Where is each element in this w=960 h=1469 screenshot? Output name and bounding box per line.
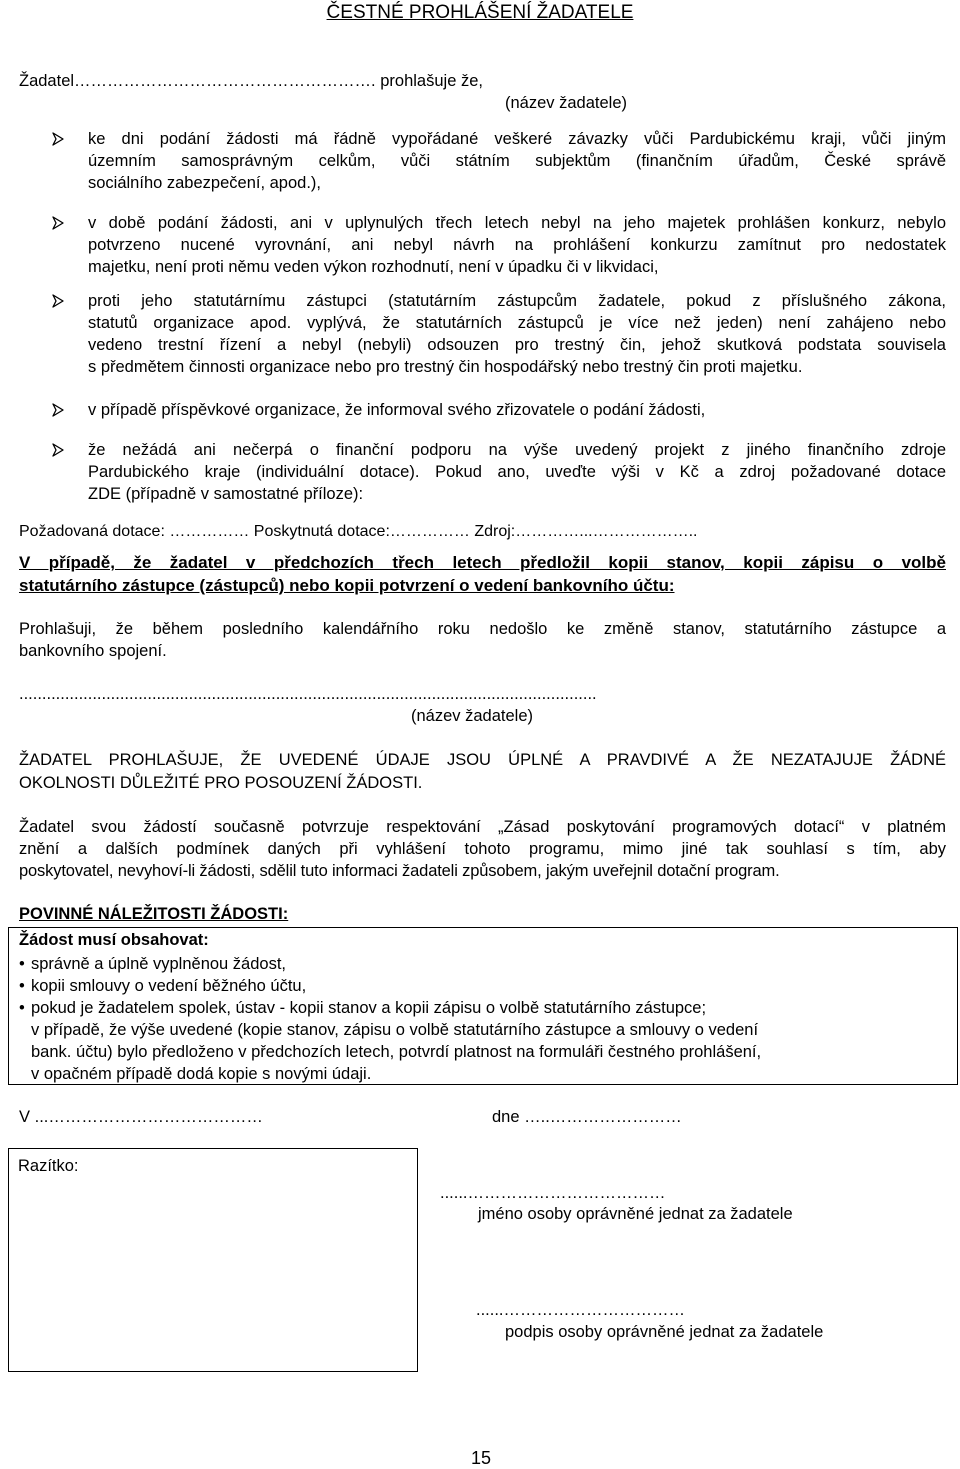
source-label: Zdroj: bbox=[474, 523, 516, 540]
applicant-line bbox=[19, 72, 483, 91]
declaration-item bbox=[88, 439, 946, 505]
confirmation-line: poskytovatel, nevyhoví-li žádosti, sdělil tuto informaci žadateli způsobem, jakým uveřejnil dotační program. bbox=[19, 862, 780, 880]
place-label: V bbox=[19, 1108, 31, 1126]
arrow-bullet-icon bbox=[50, 215, 66, 231]
declaration-line: v době podání žádosti, ani v uplynulých třech letech nebyl na jeho majetek prohlášen konkurz, nebylo bbox=[88, 214, 946, 232]
declaration-line: sociálního zabezpečení, apod.), bbox=[88, 174, 321, 192]
confirmation-line: znění a dalších podmínek daných při vyhlášení tohoto programu, mimo jiné tak souhlasí s tím, aby bbox=[19, 840, 946, 858]
arrow-bullet-icon bbox=[50, 442, 66, 458]
notice-line: statutárního zástupce (zástupců) nebo kopii potvrzení o vedení bankovního účtu: bbox=[19, 576, 675, 595]
arrow-bullet-icon bbox=[50, 131, 66, 147]
arrow-bullet-icon bbox=[50, 293, 66, 309]
requested-amount-dots: …………… bbox=[169, 523, 250, 540]
page-number: 15 bbox=[471, 1448, 492, 1468]
declaration-item bbox=[88, 399, 946, 421]
applicant-suffix: prohlašuje že, bbox=[380, 72, 483, 90]
requirements-continuation-line: v opačném případě dodá kopie s novými údaji. bbox=[31, 1065, 372, 1083]
truthfulness-line: ŽADATEL PROHLAŠUJE, ŽE UVEDENÉ ÚDAJE JSOU ÚPLNÉ A PRAVDIVÉ A ŽE NEZATAJUJE ŽÁDNÉ bbox=[19, 751, 946, 769]
signatory-name-caption: jméno osoby oprávněné jednat za žadatele bbox=[478, 1205, 793, 1223]
signature-caption: podpis osoby oprávněné jednat za žadatele bbox=[505, 1323, 824, 1341]
requirement-text: správně a úplně vyplněnou žádost, bbox=[31, 955, 287, 973]
declaration-line: statutů organizace apod. vyplývá, že statutárních zástupců je více než jeden) není zahájeno nebo bbox=[88, 314, 946, 332]
applicant-name-dotted-line: .............................................................................................................................. bbox=[19, 685, 597, 703]
bullet-icon: • bbox=[19, 977, 25, 995]
requirements-continuation-line: bank. účtu) bylo předloženo v předchozích letech, potvrdí platnost na formuláři čestného prohlášení, bbox=[31, 1043, 762, 1061]
confirmation-line: Žadatel svou žádostí současně potvrzuje respektování „Zásad poskytování programových dotací“ v platném bbox=[19, 818, 946, 836]
previous-documents-notice bbox=[19, 551, 946, 597]
bullet-icon: • bbox=[19, 999, 25, 1017]
requirements-box-heading: Žádost musí obsahovat: bbox=[19, 931, 209, 949]
place-dots: ...………………………………… bbox=[34, 1108, 263, 1126]
requirement-item bbox=[19, 997, 706, 1019]
arrow-bullet-icon bbox=[50, 402, 66, 418]
stamp-box bbox=[8, 1148, 418, 1372]
bank-statement-line: Prohlašuji, že během posledního kalendářního roku nedošlo ke změně stanov, statutárního zástupce a bbox=[19, 620, 946, 638]
signatory-name-dots[interactable]: ......……………………………… bbox=[440, 1184, 666, 1202]
requirements-continuation bbox=[31, 1019, 761, 1085]
bullet-icon: • bbox=[19, 955, 25, 973]
document-title: ČESTNÉ PROHLÁŠENÍ ŽADATELE bbox=[326, 2, 634, 23]
declaration-line: vedeno trestní řízení a nebyl (nebyli) odsouzen pro trestný čin, jehož skutková podstata souvisela bbox=[88, 336, 946, 354]
requirement-text: pokud je žadatelem spolek, ústav - kopii stanov a kopii zápisu o volbě statutárního zástupce; bbox=[31, 999, 707, 1017]
requirements-box bbox=[8, 927, 958, 1085]
declaration-item bbox=[88, 290, 946, 378]
declaration-line: Pardubického kraje (individuální dotace). Pokud ano, uveďte výši v Kč a zdroj požadované dotace bbox=[88, 463, 946, 481]
declaration-line: že nežádá ani nečerpá o finanční podporu na výše uvedený projekt z jiného finančního zdroje bbox=[88, 441, 946, 459]
declaration-item bbox=[88, 128, 946, 194]
place-field[interactable] bbox=[19, 1108, 263, 1127]
bank-statement bbox=[19, 618, 946, 662]
amounts-line bbox=[19, 523, 697, 541]
truthfulness-statement bbox=[19, 749, 946, 795]
declaration-item bbox=[88, 212, 946, 278]
signature-dots[interactable]: ......…………………………… bbox=[476, 1301, 686, 1319]
declaration-line: v případě příspěvkové organizace, že informoval svého zřizovatele o podání žádosti, bbox=[88, 401, 706, 419]
declaration-line: potvrzeno nucené vyrovnání, ani nebyl návrh na prohlášení konkurzu zamítnut pro nedostatek bbox=[88, 236, 946, 254]
declaration-line: ZDE (případně v samostatné příloze): bbox=[88, 485, 364, 503]
requested-amount-label: Požadovaná dotace: bbox=[19, 523, 165, 540]
date-label: dne bbox=[492, 1108, 520, 1126]
bank-statement-line: bankovního spojení. bbox=[19, 642, 167, 660]
requirements-continuation-line: v případě, že výše uvedené (kopie stanov, zápisu o volbě statutárního zástupce a smlouvy o vedení bbox=[31, 1021, 759, 1039]
declaration-line: s předmětem činnosti organizace nebo pro trestný čin hospodářský nebo trestný čin proti majetku. bbox=[88, 358, 803, 376]
date-field[interactable] bbox=[492, 1108, 682, 1127]
declaration-line: územním samosprávným celkům, vůči státním subjektům (finančním úřadům, České správě bbox=[88, 152, 946, 170]
applicant-dots: ………………………………………………. bbox=[74, 72, 376, 90]
applicant-prefix: Žadatel bbox=[19, 72, 75, 90]
requirements-heading: POVINNÉ NÁLEŽITOSTI ŽÁDOSTI: bbox=[19, 905, 289, 923]
date-dots: …..…………………… bbox=[524, 1108, 682, 1126]
requirement-text: kopii smlouvy o vedení běžného účtu, bbox=[31, 977, 307, 995]
requirement-item bbox=[19, 953, 286, 975]
declaration-line: proti jeho statutárnímu zástupci (statutárním zástupcům žadatele, pokud z příslušného zákona, bbox=[88, 292, 946, 310]
granted-amount-label: Poskytnutá dotace: bbox=[253, 523, 390, 540]
requirement-item bbox=[19, 975, 306, 997]
notice-line: V případě, že žadatel v předchozích třech letech předložil kopii stanov, kopii zápisu o volbě bbox=[19, 553, 946, 572]
source-dots: …………...……………….. bbox=[515, 523, 698, 540]
confirmation-paragraph bbox=[19, 816, 946, 882]
granted-amount-dots: …………… bbox=[389, 523, 470, 540]
applicant-caption: (název žadatele) bbox=[505, 94, 627, 112]
declaration-line: majetku, není proti němu veden výkon rozhodnutí, není v úpadku či v likvidaci, bbox=[88, 258, 659, 276]
declaration-line: ke dni podání žádosti má řádně vypořádané veškeré závazky vůči Pardubickému kraji, vůči jiným bbox=[88, 130, 946, 148]
truthfulness-line: OKOLNOSTI DŮLEŽITÉ PRO POSOUZENÍ ŽÁDOSTI. bbox=[19, 774, 423, 792]
applicant-name-caption: (název žadatele) bbox=[411, 707, 533, 725]
stamp-label: Razítko: bbox=[18, 1157, 79, 1175]
